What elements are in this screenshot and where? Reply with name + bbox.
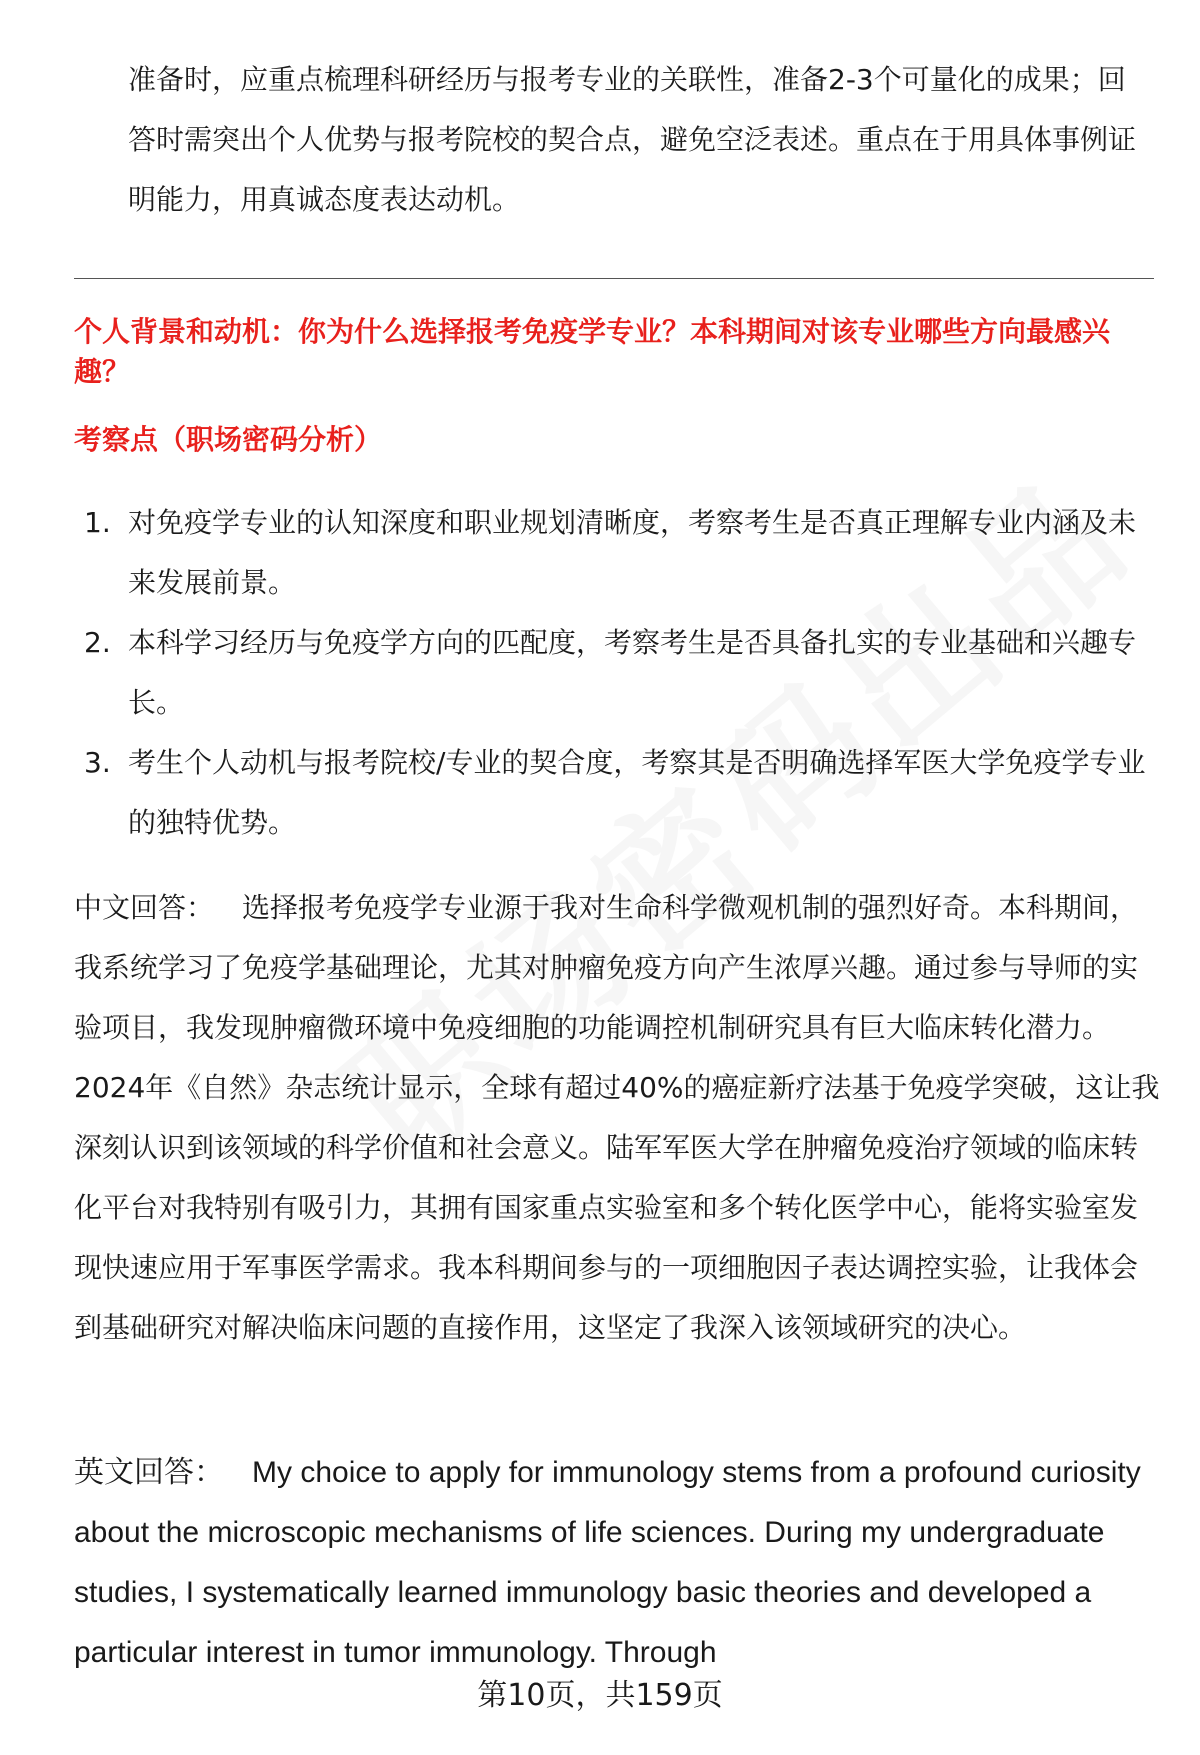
list-item-text: 考生个人动机与报考院校/专业的契合度，考察其是否明确选择军医大学免疫学专业的独特优势。 [128,746,1146,839]
list-item [74,613,1154,733]
list-item-number: 2. [84,626,111,659]
chinese-answer-text: 选择报考免疫学专业源于我对生命科学微观机制的强烈好奇。本科期间，我系统学习了免疫学基础理论，尤其对肿瘤免疫方向产生浓厚兴趣。通过参与导师的实验项目，我发现肿瘤微环境中免疫细胞的功能调控机制研究具有巨大临床转化潜力。2024年《自然》杂志统计显示，全球有超过40%的癌症新疗法基于免疫学突破，这让我深刻认识到该领域的科学价值和社会意义。陆军军医大学在肿瘤免疫治疗领域的临床转化平台对我特别有吸引力，其拥有国家重点实验室和多个转化医学中心，能将实验室发现快速应用于军事医学需求。我本科期间参与的一项细胞因子表达调控实验，让我体会到基础研究对解决临床问题的直接作用，这坚定了我深入该领域研究的决心。 [74,891,1160,1344]
intro-paragraph: 准备时，应重点梳理科研经历与报考专业的关联性，准备2-3个可量化的成果；回答时需突出个人优势与报考院校的契合点，避免空泛表述。重点在于用具体事例证明能力，用真诚态度表达动机。 [128,63,1137,216]
question-heading: 个人背景和动机：你为什么选择报考免疫学专业？本科期间对该专业哪些方向最感兴趣？ [74,315,1111,388]
english-answer [74,1443,1144,1683]
list-item-text: 本科学习经历与免疫学方向的匹配度，考察考生是否具备扎实的专业基础和兴趣专长。 [128,626,1137,719]
list-item [74,493,1154,613]
list-item-number: 1. [84,506,111,539]
evaluation-points-list [74,493,1154,853]
english-answer-text: My choice to apply for immunology stems from a profound curiosity about the microscopic mechanisms of life sciences. During my undergraduate studies, I systematically learned immunology basic theories and developed a particular interest in tumor immunology. Through [74,1456,1141,1669]
list-item [74,733,1154,853]
section-divider [74,278,1154,279]
list-item-text: 对免疫学专业的认知深度和职业规划清晰度，考察考生是否真正理解专业内涵及未来发展前景。 [128,506,1137,599]
section-title: 考察点（职场密码分析） [74,423,383,456]
chinese-answer [74,878,1164,1358]
page-number-footer: 第10页，共159页 [477,1678,723,1713]
list-item-number: 3. [84,746,111,779]
chinese-answer-label: 中文回答： [74,891,215,924]
english-answer-label: 英文回答： [74,1456,224,1489]
